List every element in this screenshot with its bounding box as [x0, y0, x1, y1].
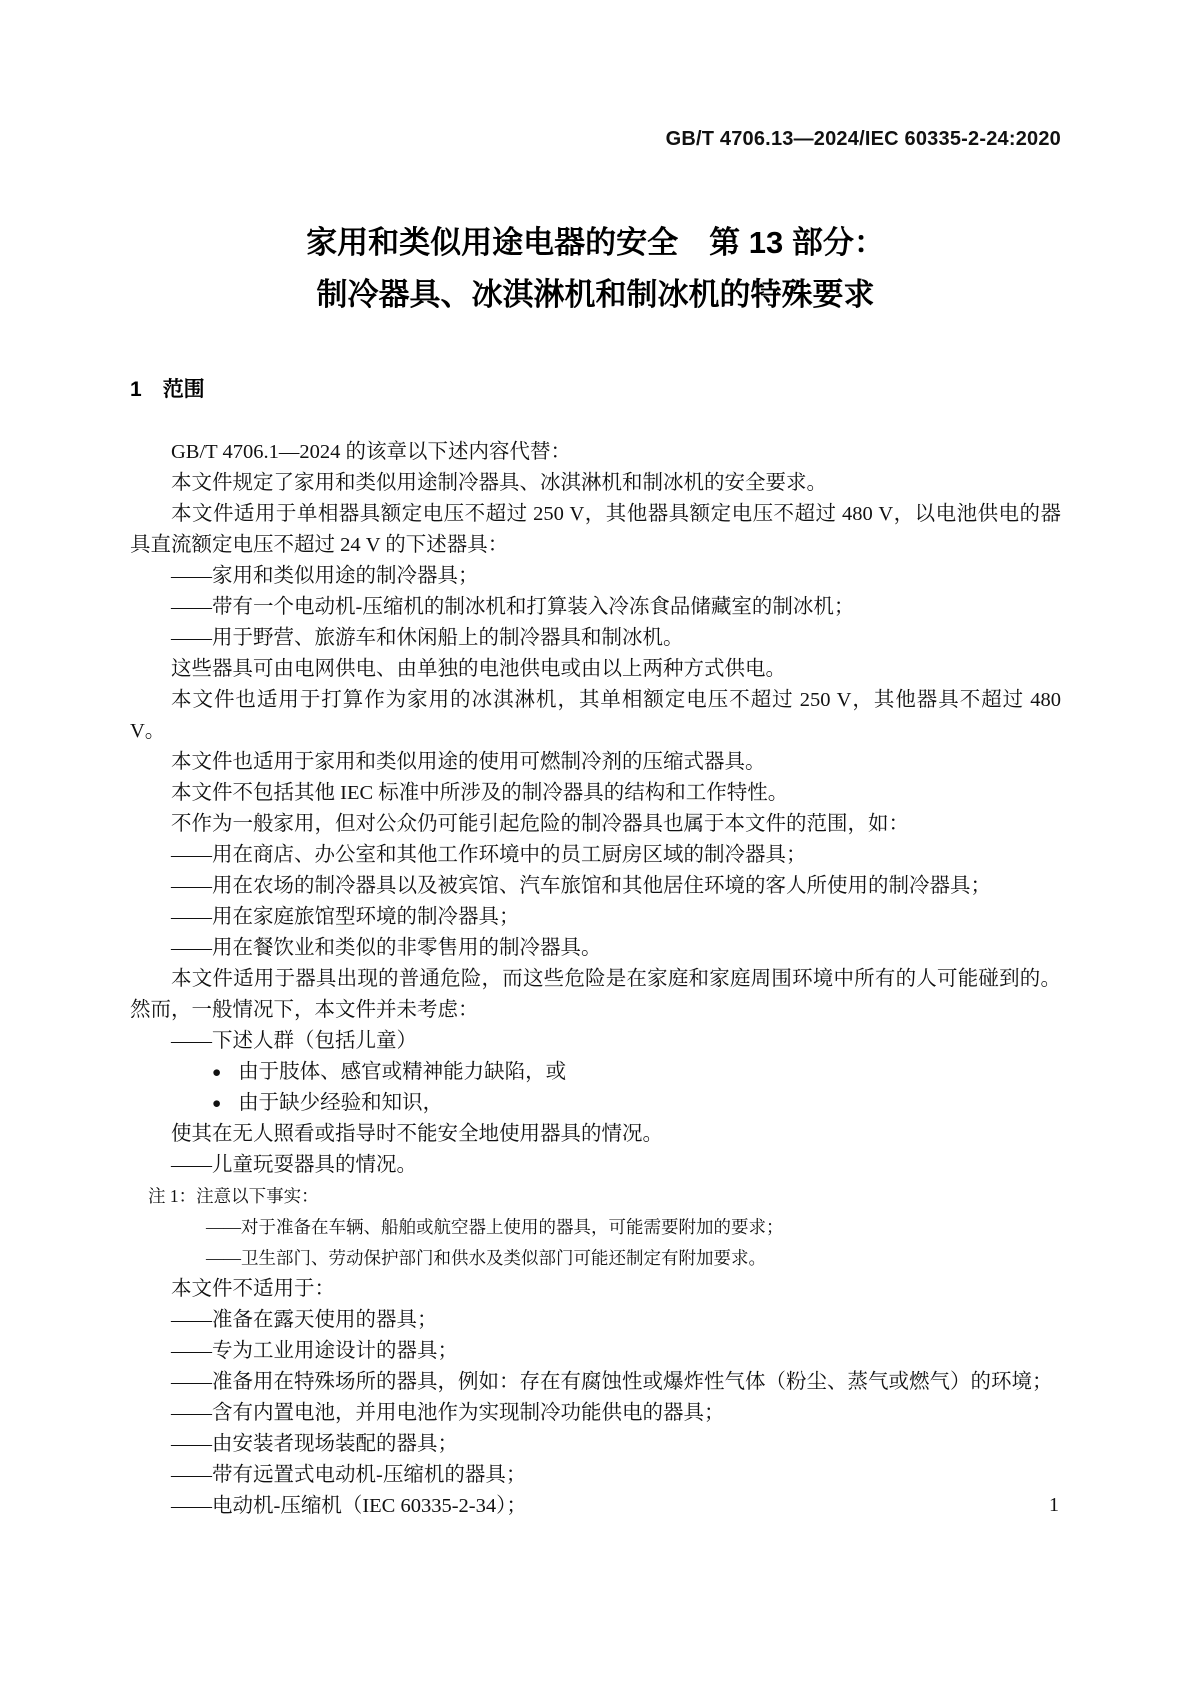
paragraph-para: 这些器具可由电网供电、由单独的电池供电或由以上两种方式供电。 [171, 658, 786, 680]
paragraph-dash: ——含有内置电池，并用电池作为实现制冷功能供电的器具； [171, 1402, 725, 1424]
paragraph-para: 本文件适用于单相器具额定电压不超过 250 V，其他器具额定电压不超过 480 V，以电池供电的器具直流额定电压不超过 24 V 的下述器具： [130, 503, 1061, 556]
standard-number-header: GB/T 4706.13—2024/IEC 60335-2-24:2020 [665, 128, 1061, 150]
document-title-line1: 家用和类似用途电器的安全 第 13 部分： [306, 225, 885, 260]
page-number: 1 [1049, 1494, 1059, 1516]
document-title-line2: 制冷器具、冰淇淋机和制冰机的特殊要求 [316, 277, 875, 312]
paragraph-plain: 使其在无人照看或指导时不能安全地使用器具的情况。 [171, 1123, 663, 1145]
paragraph-dash: ——家用和类似用途的制冷器具； [171, 565, 479, 587]
paragraph-dash: ——准备用在特殊场所的器具，例如：存在有腐蚀性或爆炸性气体（粉尘、蒸气或燃气）的环境； [171, 1371, 1053, 1393]
section-body [130, 437, 1061, 1522]
paragraph-para: 本文件适用于器具出现的普通危险，而这些危险是在家庭和家庭周围环境中所有的人可能碰到的。然而，一般情况下，本文件并未考虑： [130, 968, 1061, 1021]
paragraph-dash: ——带有远置式电动机-压缩机的器具； [171, 1464, 527, 1486]
paragraph-note-item: ——卫生部门、劳动保护部门和供水及类似部门可能还制定有附加要求。 [206, 1248, 766, 1268]
paragraph-dash: ——准备在露天使用的器具； [171, 1309, 438, 1331]
paragraph-para: 不作为一般家用，但对公众仍可能引起危险的制冷器具也属于本文件的范围，如： [171, 813, 909, 835]
paragraph-note-item: ——对于准备在车辆、船舶或航空器上使用的器具，可能需要附加的要求； [206, 1217, 784, 1237]
bullet-icon: ● [212, 1095, 222, 1112]
paragraph-para: 本文件规定了家用和类似用途制冷器具、冰淇淋机和制冰机的安全要求。 [171, 472, 827, 494]
paragraph-dash: ——用在餐饮业和类似的非零售用的制冷器具。 [171, 937, 602, 959]
paragraph-dash: ——用在农场的制冷器具以及被宾馆、汽车旅馆和其他居住环境的客人所使用的制冷器具； [171, 875, 991, 897]
paragraph-dash: ——儿童玩耍器具的情况。 [171, 1154, 417, 1176]
paragraph-bullet [130, 1057, 1061, 1088]
paragraph-bullet [130, 1088, 1061, 1119]
paragraph-para: 本文件也适用于打算作为家用的冰淇淋机，其单相额定电压不超过 250 V，其他器具不超过 480 V。 [130, 689, 1061, 742]
paragraph-dash: ——电动机-压缩机（IEC 60335-2-34）； [171, 1495, 527, 1517]
bullet-text: 由于缺少经验和知识， [238, 1092, 444, 1114]
paragraph-note: 注 1：注意以下事实： [148, 1186, 319, 1206]
section-heading-scope [130, 373, 1061, 403]
paragraph-para: GB/T 4706.1—2024 的该章以下述内容代替： [171, 441, 571, 463]
paragraph-para: 本文件不适用于： [171, 1278, 335, 1300]
paragraph-dash: ——用在家庭旅馆型环境的制冷器具； [171, 906, 520, 928]
paragraph-dash: ——专为工业用途设计的器具； [171, 1340, 458, 1362]
section-number: 1 [130, 378, 142, 401]
section-title: 范围 [162, 378, 205, 401]
paragraph-para: 本文件不包括其他 IEC 标准中所涉及的制冷器具的结构和工作特性。 [171, 782, 789, 804]
bullet-text: 由于肢体、感官或精神能力缺陷，或 [238, 1061, 567, 1083]
paragraph-dash: ——用在商店、办公室和其他工作环境中的员工厨房区域的制冷器具； [171, 844, 807, 866]
paragraph-dash: ——由安装者现场装配的器具； [171, 1433, 458, 1455]
document-title [130, 217, 1061, 321]
paragraph-dash: ——下述人群（包括儿童） [171, 1030, 417, 1052]
paragraph-para: 本文件也适用于家用和类似用途的使用可燃制冷剂的压缩式器具。 [171, 751, 766, 773]
bullet-icon: ● [212, 1064, 222, 1081]
paragraph-dash: ——用于野营、旅游车和休闲船上的制冷器具和制冰机。 [171, 627, 684, 649]
paragraph-dash: ——带有一个电动机-压缩机的制冰机和打算装入冷冻食品储藏室的制冰机； [171, 596, 855, 618]
